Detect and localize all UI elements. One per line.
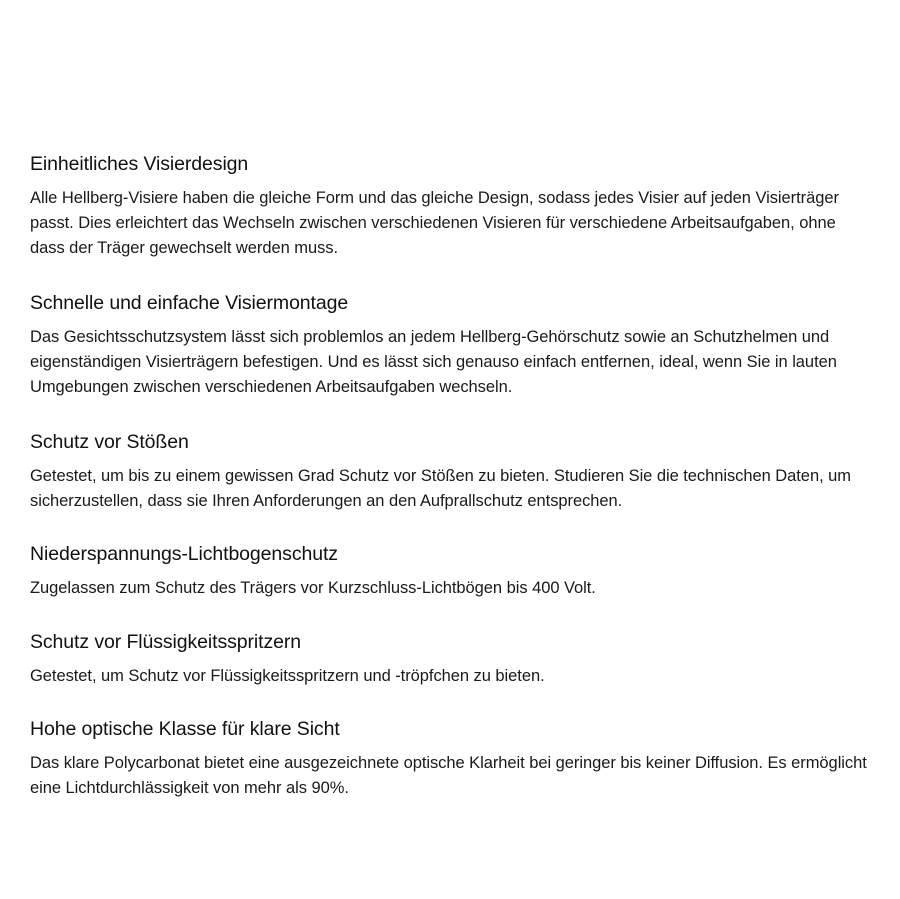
feature-description: Getestet, um Schutz vor Flüssigkeitsspritzern und -tröpfchen zu bieten. — [30, 667, 545, 685]
feature-section — [30, 716, 870, 806]
feature-title: Einheitliches Visierdesign — [30, 153, 249, 175]
feature-description: Getestet, um bis zu einem gewissen Grad Schutz vor Stößen zu bieten. Studieren Sie die technischen Daten, um sicherzustellen, dass sie Ihren Anforderungen an den Aufprallschutz entsprechen. — [30, 467, 851, 510]
feature-title: Hohe optische Klasse für klare Sicht — [30, 718, 340, 740]
feature-section — [30, 290, 870, 429]
feature-description: Alle Hellberg-Visiere haben die gleiche Form und das gleiche Design, sodass jedes Visier auf jeden Visierträger passt. Dies erleichtert das Wechseln zwischen verschiedenen Visieren für verschiedene Arbeitsaufgaben, ohne dass der Träger gewechselt werden muss. — [30, 189, 839, 257]
feature-title: Niederspannungs-Lichtbogenschutz — [30, 543, 338, 565]
feature-section — [30, 429, 870, 541]
feature-title: Schutz vor Flüssigkeitsspritzern — [30, 631, 301, 653]
feature-section — [30, 151, 870, 290]
feature-section — [30, 541, 870, 629]
feature-description: Zugelassen zum Schutz des Trägers vor Kurzschluss-Lichtbögen bis 400 Volt. — [30, 579, 596, 597]
feature-description: Das klare Polycarbonat bietet eine ausgezeichnete optische Klarheit bei geringer bis keiner Diffusion. Es ermöglicht eine Lichtdurchlässigkeit von mehr als 90%. — [30, 754, 867, 797]
feature-section — [30, 629, 870, 716]
feature-list — [30, 151, 870, 806]
feature-title: Schutz vor Stößen — [30, 431, 189, 453]
feature-description: Das Gesichtsschutzsystem lässt sich problemlos an jedem Hellberg-Gehörschutz sowie an Schutzhelmen und eigenständigen Visierträgern befestigen. Und es lässt sich genauso einfach entfernen, ideal, wenn Sie in lauten Umgebungen zwischen verschiedenen Arbeitsaufgaben wechseln. — [30, 328, 837, 396]
feature-title: Schnelle und einfache Visiermontage — [30, 292, 349, 314]
